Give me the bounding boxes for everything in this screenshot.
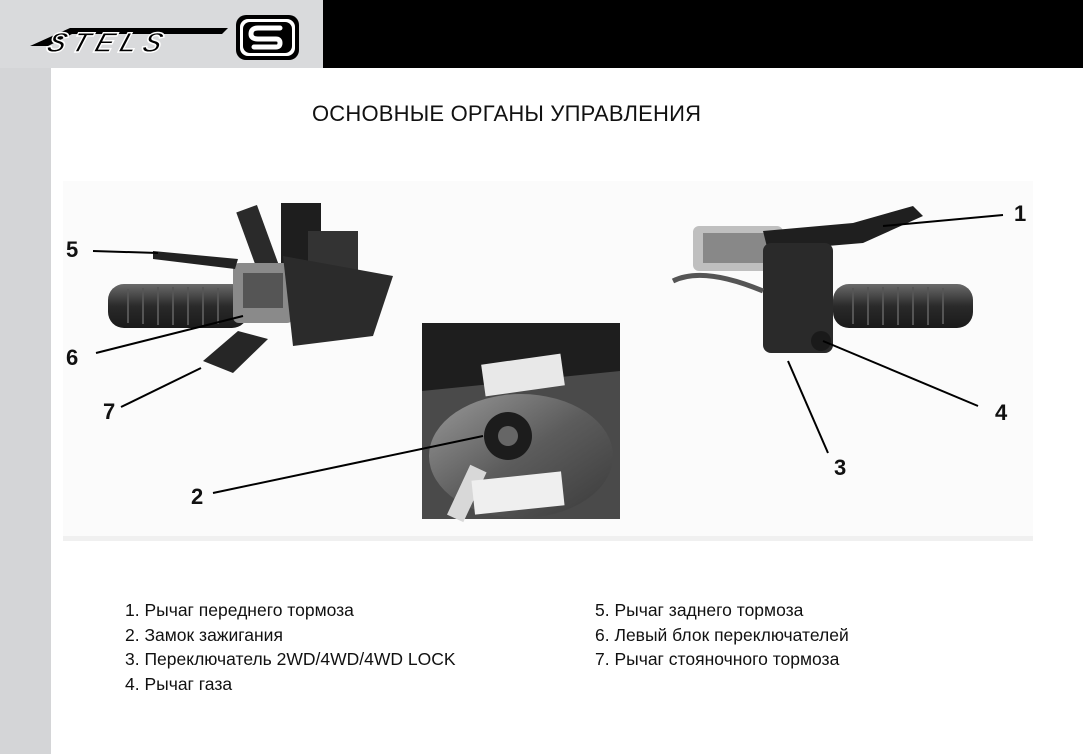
svg-text:STELS: STELS [42,27,174,59]
legend-item: 6. Левый блок переключателей [595,624,849,645]
callout-6: 6 [66,345,79,370]
page-title: ОСНОВНЫЕ ОРГАНЫ УПРАВЛЕНИЯ [312,101,702,126]
ignition-photo [422,323,620,522]
legend-item: 7. Рычаг стояночного тормоза [595,649,840,669]
controls-figure [63,181,1033,541]
legend-right [595,598,849,672]
controls-illustration [63,181,1033,541]
callout-2: 2 [191,484,204,509]
legend-left [125,598,456,696]
legend-item: 4. Рычаг газа [125,673,233,694]
stels-badge-icon [236,15,299,60]
callout-5: 5 [66,237,79,262]
side-band [0,68,51,754]
stels-wordmark [30,28,228,59]
callout-1: 1 [1014,201,1027,226]
callout-4: 4 [995,400,1008,425]
callout-7: 7 [103,399,116,424]
legend-item: 5. Рычаг заднего тормоза [595,600,804,620]
legend-item: 2. Замок зажигания [125,624,283,645]
legend-item: 1. Рычаг переднего тормоза [125,600,354,620]
legend-item: 3. Переключатель 2WD/4WD/4WD LOCK [125,649,456,669]
brand-logo-area [0,0,323,68]
callout-3: 3 [834,455,847,480]
stels-logo [0,0,323,68]
